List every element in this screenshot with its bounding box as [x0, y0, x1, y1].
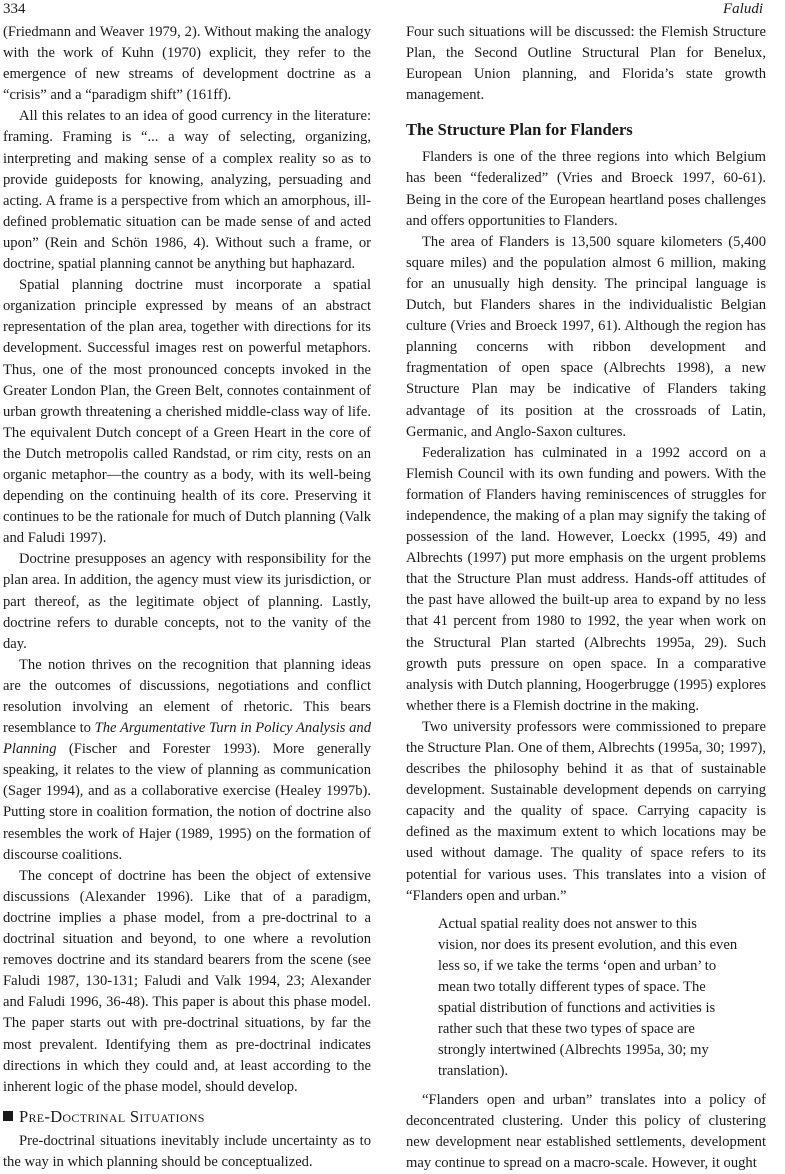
section-heading-text: Pre-Doctrinal Situations [19, 1106, 205, 1126]
paragraph: Two university professors were commissioned to prepare the Structure Plan. One of them, Albrechts (1995a, 30; 1997), describes the philosophy behind it as that of sustainable development. Sustainable development depends on carrying capacity and the quality of space. Carrying capacity is defined as the maximum extent to which locations may be used without damage. The quality of space refers to its potential for various uses. This translates into a vision of “Flanders open and urban.” [406, 718, 766, 904]
paragraph: Pre-doctrinal situations inevitably include uncertainty as to the way in which planning should be conceptualized. [3, 1132, 371, 1170]
paragraph: All this relates to an idea of good currency in the literature: framing. Framing is “... a way of selecting, organizing, interpreting and making sense of a complex reality so as to provide guideposts for knowing, analyzing, persuading and acting. A frame is a perspective from which an amorphous, ill-defined problematic situation can be made sense of and acted upon” (Rein and Schön 1986, 4). Without such a frame, or doctrine, spatial planning cannot be anything but haphazard. [3, 108, 371, 273]
paragraph: Flanders is one of the three regions into which Belgium has been “federalized” (Vries and Broeck 1997, 60-61). Being in the core of the European heartland poses challenges and offers opportunities to Flanders. [406, 149, 766, 229]
paragraph: “Flanders open and urban” translates into a policy of deconcentrated clustering. Under this policy of clustering new development near established settlements, development may continue to spread on a macro-scale. However, it ought [406, 1091, 766, 1171]
section-heading [3, 1106, 371, 1128]
page-number: 334 [3, 1, 26, 17]
block-quote [438, 914, 738, 1083]
paragraph: Four such situations will be discussed: the Flemish Structure Plan, the Second Outline Structural Plan for Benelux, European Union planning, and Florida’s state growth management. [406, 24, 766, 104]
paragraph-text: (Fischer and Forester 1993). More generally speaking, it relates to the view of planning as communication (Sager 1994), and as a collaborative exercise (Healey 1997b). Putting store in coalition formation, the notion of doctrine also resembles the work of Hajer (1989, 1995) on the formation of discourse coalitions. [3, 741, 371, 863]
paragraph-text: The notion thrives on the recognition that planning ideas are the outcomes of discussions, negotiations and conflict resolution involving an element of rhetoric. This bears resemblance to [3, 656, 371, 737]
paragraph: (Friedmann and Weaver 1979, 2). Without making the analogy with the work of Kuhn (1970) explicit, they refer to the emergence of new streams of development doctrine as a “crisis” and a “paradigm shift” (161ff). [3, 24, 371, 104]
subsection-heading: The Structure Plan for Flanders [406, 120, 633, 140]
running-head: Faludi [723, 1, 763, 17]
paragraph: The area of Flanders is 13,500 square kilometers (5,400 square miles) and the population almost 6 million, making for an unusually high density. The principal language is Dutch, but Flanders shares in the individualistic Belgian culture (Vries and Broeck 1997, 61). Although the region has planning concerns with ribbon development and fragmentation of open space (Albrechts 1998), a new Structure Plan may be indicative of Flanders taking advantage of its position at the crossroads of Latin, Germanic, and Anglo-Saxon cultures. [406, 233, 766, 440]
paragraph: Federalization has culminated in a 1992 accord on a Flemish Council with its own funding and powers. With the formation of Flanders having reminiscences of struggles for independence, the making of a plan may signify the taking of possession of the land. However, Loeckx (1995, 49) and Albrechts (1997) put more emphasis on the urgent problems that the Structure Plan must address. Hands-off attitudes of the past have allowed the built-up area to expand by no less that 41 percent from 1980 to 1992, the year when work on the Structural Plan started (Albrechts 1995a, 29). Such growth puts pressure on open space. In a comparative analysis with Dutch planning, Hoogerbrugge (1995) explores whether there is a Flemish doctrine in the making. [406, 444, 766, 714]
quote-text: Actual spatial reality does not answer to this vision, nor does its present evolution, and this even less so, if we take the terms ‘open and urban’ to mean two totally different types of space. The spatial distribution of functions and activities is rather such that these two types of space are strongly intertwined (Albrechts 1995a, 30; my translation). [438, 915, 738, 1080]
left-column [3, 22, 371, 1173]
paragraph: Spatial planning doctrine must incorporate a spatial organization principle expressed by means of an abstract representation of the plan area, together with directions for its development. Successful images rest on powerful metaphors. Thus, one of the most pronounced concepts invoked in the Greater London Plan, the Green Belt, connotes containment of urban growth threatening a cherished middle-class way of life. The equivalent Dutch concept of a Green Heart in the core of the Dutch metropolis called Randstad, or rim city, rests on an organic metaphor—the country as a body, with its well-being depending on the continuing health of its core. Preserving it continues to be the rationale for much of Dutch planning (Valk and Faludi 1997). [3, 277, 371, 547]
paragraph [3, 655, 371, 866]
paragraph: Doctrine presupposes an agency with responsibility for the plan area. In addition, the agency must view its jurisdiction, or part thereof, as the legitimate object of planning. Lastly, doctrine refers to durable concepts, not to the vanity of the day. [3, 551, 371, 652]
square-bullet-icon [3, 1111, 13, 1121]
book-title: The Argumentative Turn in Policy Analysis and Planning [3, 720, 371, 758]
paragraph: The concept of doctrine has been the object of extensive discussions (Alexander 1996). Like that of a paradigm, doctrine implies a phase model, from a pre-doctrinal to a doctrinal situation and beyond, to one where a revolution removes doctrine and its standard bearers from the scene (see Faludi 1987, 130-131; Faludi and Valk 1994, 23; Alexander and Faludi 1996, 36-48). This paper is about this phase model. The paper starts out with pre-doctrinal situations, by far the most prevalent. Identifying them as pre-doctrinal indicates directions in which they could and, at least according to the inherent logic of the phase model, should develop. [3, 867, 371, 1095]
right-column [406, 22, 766, 1174]
